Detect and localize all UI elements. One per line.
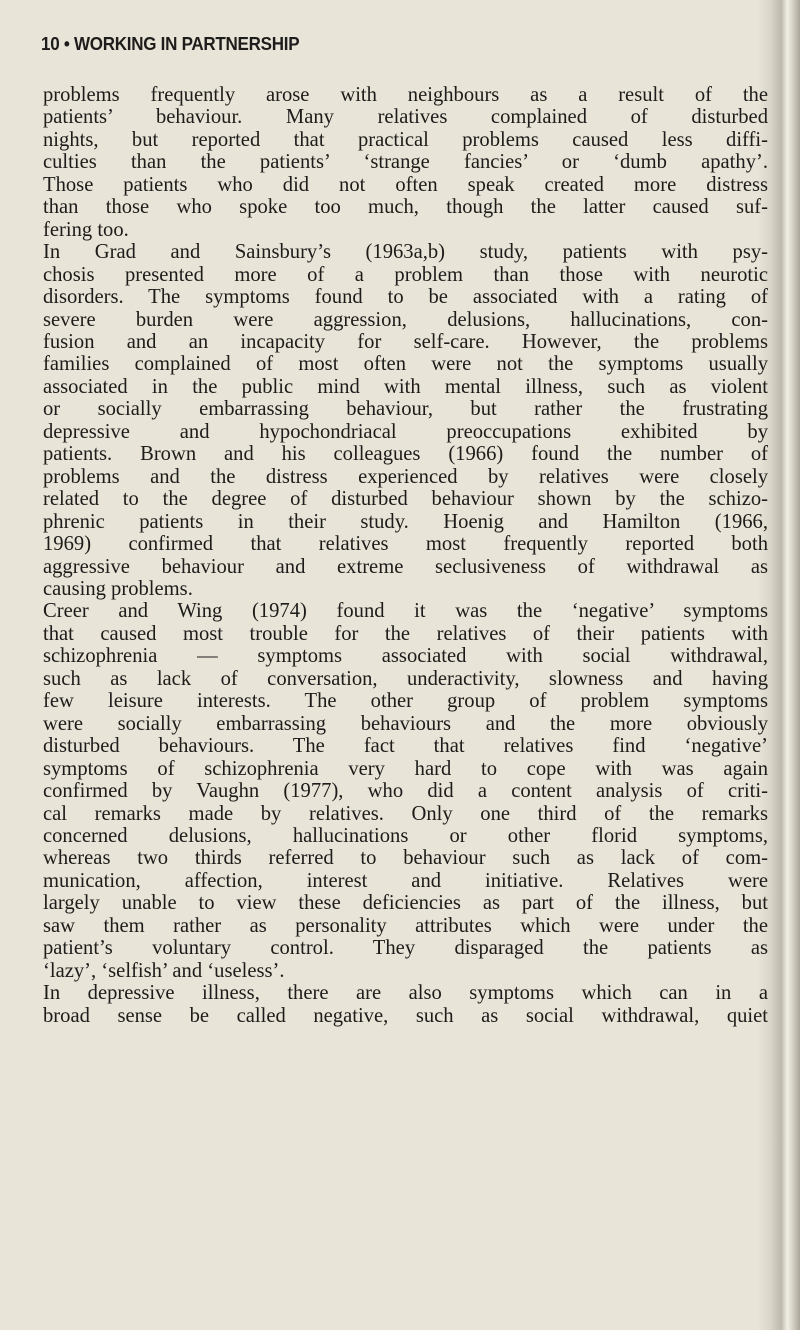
text-line: culties than the patients’ ‘strange fancies’ or ‘dumb apathy’.: [43, 151, 768, 174]
text-line: aggressive behaviour and extreme seclusiveness of withdrawal as: [43, 555, 768, 578]
text-line: than those who spoke too much, though the latter caused suf-: [43, 196, 768, 219]
text-line: fusion and an incapacity for self-care. However, the problems: [43, 330, 768, 353]
text-line: related to the degree of disturbed behaviour shown by the schizo-: [43, 488, 768, 511]
text-line: that caused most trouble for the relatives of their patients with: [43, 622, 768, 645]
text-line: patient’s voluntary control. They disparaged the patients as: [43, 937, 768, 960]
text-line: disturbed behaviours. The fact that relatives find ‘negative’: [43, 735, 768, 758]
text-line: phrenic patients in their study. Hoenig and Hamilton (1966,: [43, 510, 768, 533]
text-line: saw them rather as personality attributes which were under the: [43, 914, 768, 937]
text-line: In depressive illness, there are also symptoms which can in a: [43, 982, 768, 1005]
text-line: problems and the distress experienced by relatives were closely: [43, 465, 768, 488]
text-line: causing problems.: [43, 577, 193, 600]
text-line: depressive and hypochondriacal preoccupations exhibited by: [43, 420, 768, 443]
text-line: confirmed by Vaughn (1977), who did a content analysis of criti-: [43, 780, 768, 803]
text-line: broad sense be called negative, such as social withdrawal, quiet: [43, 1004, 768, 1027]
text-line: Creer and Wing (1974) found it was the ‘negative’ symptoms: [43, 600, 768, 623]
text-line: few leisure interests. The other group of problem symptoms: [43, 690, 768, 713]
text-line: concerned delusions, hallucinations or other florid symptoms,: [43, 824, 768, 847]
text-line: chosis presented more of a problem than those with neurotic: [43, 263, 768, 286]
paragraph: [43, 241, 768, 600]
text-line: were socially embarrassing behaviours and the more obviously: [43, 712, 768, 735]
text-line: such as lack of conversation, underactivity, slowness and having: [43, 667, 768, 690]
text-line: whereas two thirds referred to behaviour such as lack of com-: [43, 847, 768, 870]
text-line: nights, but reported that practical problems caused less diffi-: [43, 128, 768, 151]
paragraph: [43, 982, 768, 1027]
bullet-separator: •: [63, 33, 70, 54]
text-line: severe burden were aggression, delusions, hallucinations, con-: [43, 308, 768, 331]
text-line: munication, affection, interest and initiative. Relatives were: [43, 869, 768, 892]
text-line: patients. Brown and his colleagues (1966) found the number of: [43, 443, 768, 466]
text-line: or socially embarrassing behaviour, but rather the frustrating: [43, 398, 768, 421]
running-header: [41, 33, 299, 55]
text-line: disorders. The symptoms found to be associated with a rating of: [43, 286, 768, 309]
paragraph: [43, 84, 768, 241]
text-line: associated in the public mind with mental illness, such as violent: [43, 375, 768, 398]
text-line: 1969) confirmed that relatives most frequently reported both: [43, 533, 768, 556]
paragraph: [43, 600, 768, 982]
body-text: [43, 84, 768, 1027]
text-line: schizophrenia — symptoms associated with social withdrawal,: [43, 645, 768, 668]
text-line: problems frequently arose with neighbours as a result of the: [43, 84, 768, 106]
text-line: cal remarks made by relatives. Only one third of the remarks: [43, 802, 768, 825]
text-line: Those patients who did not often speak created more distress: [43, 173, 768, 196]
text-line: symptoms of schizophrenia very hard to cope with was again: [43, 757, 768, 780]
text-line: patients’ behaviour. Many relatives complained of disturbed: [43, 106, 768, 129]
text-line: In Grad and Sainsbury’s (1963a,b) study, patients with psy-: [43, 241, 768, 264]
running-title: WORKING IN PARTNERSHIP: [73, 33, 300, 54]
page-number: 10: [41, 33, 60, 54]
text-line: ‘lazy’, ‘selfish’ and ‘useless’.: [43, 959, 285, 982]
text-line: largely unable to view these deficiencies as part of the illness, but: [43, 892, 768, 915]
text-line: fering too.: [43, 218, 129, 241]
text-line: families complained of most often were not the symptoms usually: [43, 353, 768, 376]
